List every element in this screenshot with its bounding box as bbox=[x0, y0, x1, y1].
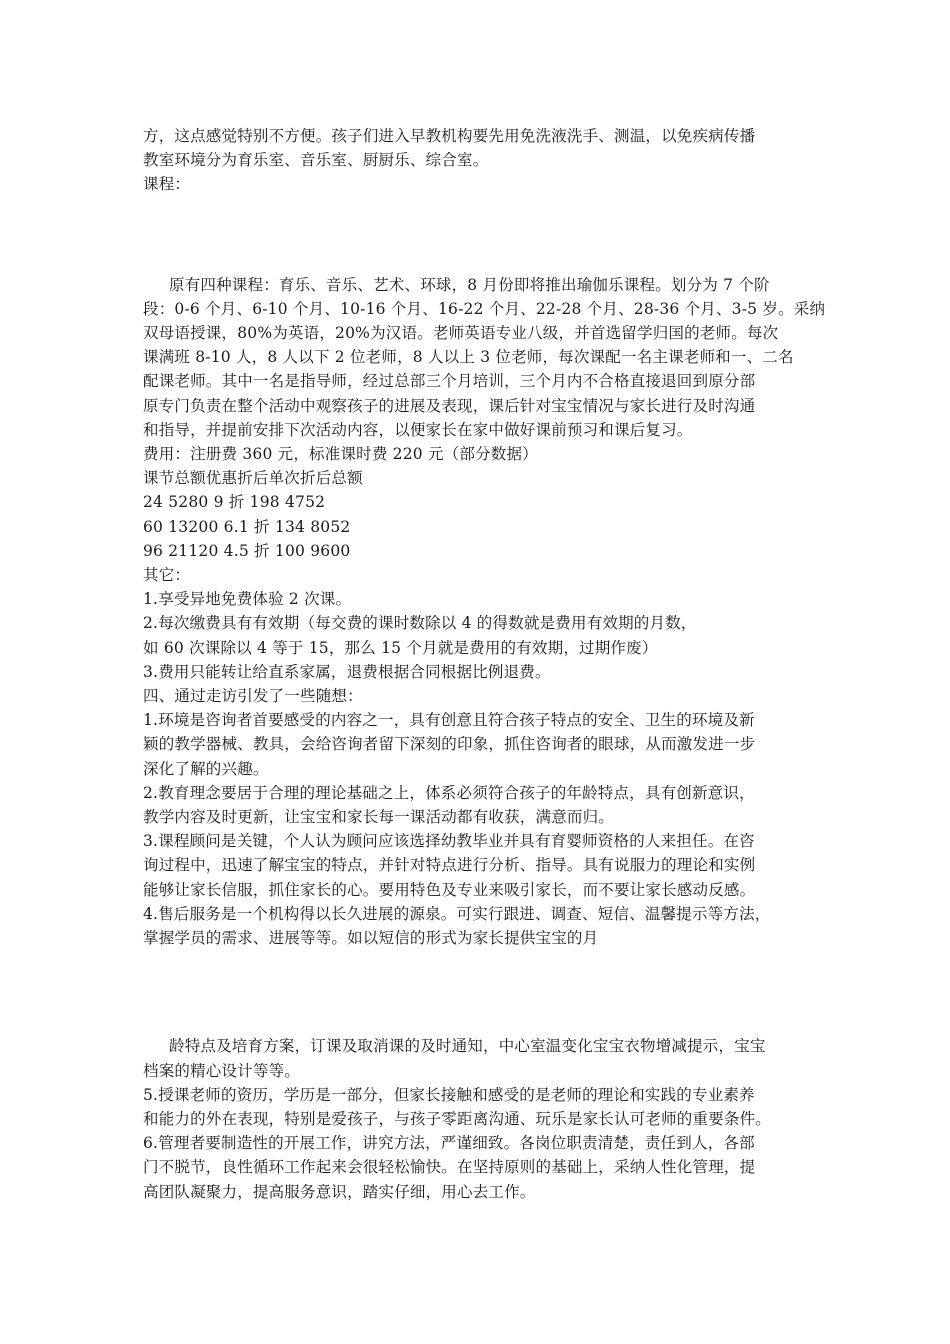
list-item: 高团队凝聚力，提高服务意识，踏实仔细，用心去工作。 bbox=[143, 1182, 536, 1201]
list-item: 能够让家长信服，抓住家长的心。要用特色及专业来吸引家长，而不要让家长感动反感。 bbox=[143, 880, 756, 899]
list-item: 3.费用只能转让给直系家属，退费根据合同根据比例退费。 bbox=[143, 662, 551, 681]
paragraph-line: 课满班 8-10 人，8 人以下 2 位老师，8 人以上 3 位老师，每次课配一名主课老师和一、二名 bbox=[143, 348, 794, 367]
paragraph-line: 双母语授课，80%为英语，20%为汉语。老师英语专业八级，并首选留学归国的老师。每次 bbox=[143, 324, 779, 343]
section-3 bbox=[143, 1034, 823, 1203]
list-item: 2.教育理念要居于合理的理论基础之上，体系必须符合孩子的年龄特点，具有创新意识， bbox=[143, 783, 755, 802]
list-item: 掌握学员的需求、进展等等。如以短信的形式为家长提供宝宝的月 bbox=[143, 929, 599, 948]
list-item: 教学内容及时更新，让宝宝和家长每一课活动都有收获，满意而归。 bbox=[143, 808, 615, 827]
page-gap bbox=[143, 197, 823, 273]
paragraph-line: 原有四种课程：育乐、音乐、艺术、环球，8 月份即将推出瑜伽乐课程。划分为 7 个阶 bbox=[169, 275, 770, 294]
list-item: 3.课程顾问是关键，个人认为顾问应该选择幼教毕业并具有育婴师资格的人来担任。在咨 bbox=[143, 832, 755, 851]
document-page bbox=[143, 124, 826, 1204]
list-item: 6.管理者要制造性的开展工作，讲究方法，严谨细致。各岗位职责清楚，责任到人，各部 bbox=[143, 1134, 755, 1153]
table-header: 课节总额优惠折后单次折后总额 bbox=[143, 469, 363, 488]
table-row: 24 5280 9 折 198 4752 bbox=[143, 493, 326, 512]
list-item: 4.售后服务是一个机构得以长久进展的源泉。可实行跟进、调查、短信、温馨提示等方法， bbox=[143, 904, 771, 923]
section-heading: 四、通过走访引发了一些随想： bbox=[143, 687, 363, 706]
paragraph-line: 方，这点感觉特别不方便。孩子们进入早教机构要先用免洗液洗手、测温，以免疾病传播 bbox=[143, 127, 756, 145]
paragraph-line: 和指导，并提前安排下次活动内容，以便家长在家中做好课前预习和课后复习。 bbox=[143, 420, 693, 439]
list-item: 询过程中，迅速了解宝宝的特点，并针对特点进行分析、指导。具有说服力的理论和实例 bbox=[143, 856, 756, 875]
section-1 bbox=[143, 124, 823, 197]
list-item: 5.授课老师的资历，学历是一部分，但家长接触和感受的是老师的理论和实践的专业素养 bbox=[143, 1085, 755, 1104]
paragraph-line: 教室环境分为育乐室、音乐室、厨厨乐、综合室。 bbox=[143, 151, 489, 170]
list-item: 1.环境是咨询者首要感受的内容之一，具有创意且符合孩子特点的安全、卫生的环境及新 bbox=[143, 711, 755, 730]
list-item: 如 60 次课除以 4 等于 15，那么 15 个月就是费用的有效期，过期作废） bbox=[143, 638, 658, 657]
paragraph-line: 原专门负责在整个活动中观察孩子的进展及表现，课后针对宝宝情况与家长进行及时沟通 bbox=[143, 396, 756, 415]
table-row: 60 13200 6.1 折 134 8052 bbox=[143, 517, 351, 536]
list-item: 和能力的外在表现，特别是爱孩子，与孩子零距离沟通、玩乐是家长认可老师的重要条件。 bbox=[143, 1109, 772, 1128]
paragraph-line: 课程： bbox=[143, 175, 191, 194]
table-row: 96 21120 4.5 折 100 9600 bbox=[143, 541, 351, 560]
page-gap bbox=[143, 950, 823, 1034]
section-2 bbox=[143, 273, 826, 951]
paragraph-line: 档案的精心设计等等。 bbox=[143, 1061, 301, 1080]
paragraph-line: 龄特点及培育方案，订课及取消课的及时通知，中心室温变化宝宝衣物增减提示，宝宝 bbox=[169, 1037, 766, 1056]
fee-line: 费用：注册费 360 元，标准课时费 220 元（部分数据） bbox=[143, 445, 538, 464]
paragraph-line: 段：0-6 个月、6-10 个月、10-16 个月、16-22 个月、22-28 个月、28-36 个月、3-5 岁。采纳 bbox=[143, 299, 826, 318]
list-item: 2.每次缴费具有有效期（每交费的课时数除以 4 的得数就是费用有效期的月数， bbox=[143, 614, 697, 633]
list-item: 1.享受异地免费体验 2 次课。 bbox=[143, 590, 352, 609]
list-item: 颖的教学器械、教具，会给咨询者留下深刻的印象，抓住咨询者的眼球，从而激发进一步 bbox=[143, 735, 756, 754]
list-item: 深化了解的兴趣。 bbox=[143, 759, 269, 778]
heading-other: 其它： bbox=[143, 566, 191, 585]
list-item: 门不脱节，良性循环工作起来会很轻松愉快。在坚持原则的基础上，采纳人性化管理，提 bbox=[143, 1158, 756, 1177]
paragraph-line: 配课老师。其中一名是指导师，经过总部三个月培训，三个月内不合格直接退回到原分部 bbox=[143, 372, 756, 391]
